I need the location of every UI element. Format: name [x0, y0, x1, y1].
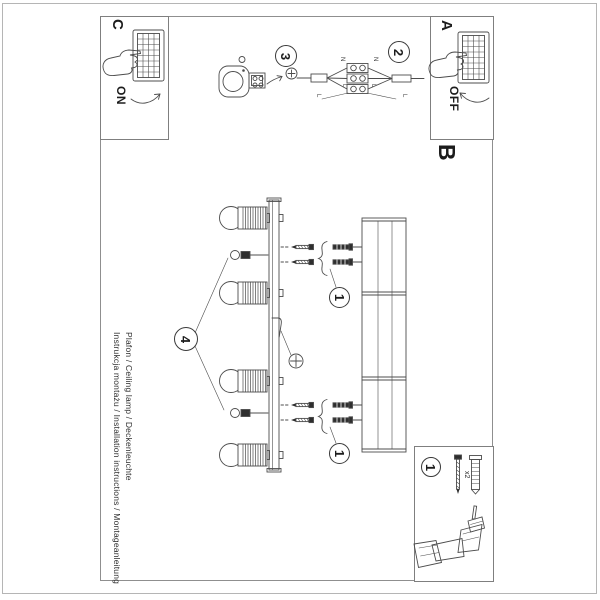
adjust-knob-bottom: [231, 409, 269, 418]
screw-icon: [455, 455, 462, 494]
lamp-bar-illustration: [195, 198, 303, 472]
switch-on-state-label: ON: [114, 86, 128, 105]
screw-head-icon: [286, 68, 297, 79]
part-1-number-top: 1: [331, 293, 347, 302]
wiring-label-l-right: L: [370, 84, 376, 88]
step-4-number: 4: [178, 335, 194, 343]
step-2-number: 2: [391, 48, 407, 56]
step-4-badge: [174, 327, 198, 351]
step-2-badge: [388, 41, 410, 63]
part-1-number-bottom: 1: [331, 449, 347, 458]
wiring-label-diag-left: L: [315, 94, 321, 98]
wiring-label-n-left: N: [339, 57, 345, 62]
step-3-number: 3: [278, 52, 294, 60]
footer-product-line: Plafon / Ceiling lamp / Deckenleuchte: [124, 332, 134, 481]
switch-on-illustration: [103, 30, 164, 103]
part-1-badge-tools: [421, 457, 441, 477]
step-3-badge: [275, 45, 297, 67]
screw-head-icon-mid: [289, 354, 303, 368]
section-c-label: C: [109, 19, 126, 30]
wiring-label-diag-right: L: [401, 94, 407, 98]
wiring-label-l-left: L: [341, 84, 347, 88]
part-1-number-tools: 1: [423, 463, 439, 471]
switch-off-state-label: OFF: [447, 86, 461, 112]
part-1-badge-top: [329, 287, 350, 308]
mounting-rail: [362, 218, 406, 452]
adjust-knob-top: [231, 251, 269, 260]
section-a-label: A: [438, 20, 455, 31]
section-b-label: B: [434, 144, 460, 161]
hardware-quantity-label: x2: [463, 471, 470, 479]
wiring-label-n-right: N: [372, 57, 378, 62]
footer-title-line: Instrukcja montażu / Installation instructions / Montageanleitung: [112, 332, 122, 585]
part-1-badge-bottom: [329, 443, 350, 464]
wall-plug-icon: [470, 456, 482, 495]
drill-icon: [414, 506, 485, 568]
